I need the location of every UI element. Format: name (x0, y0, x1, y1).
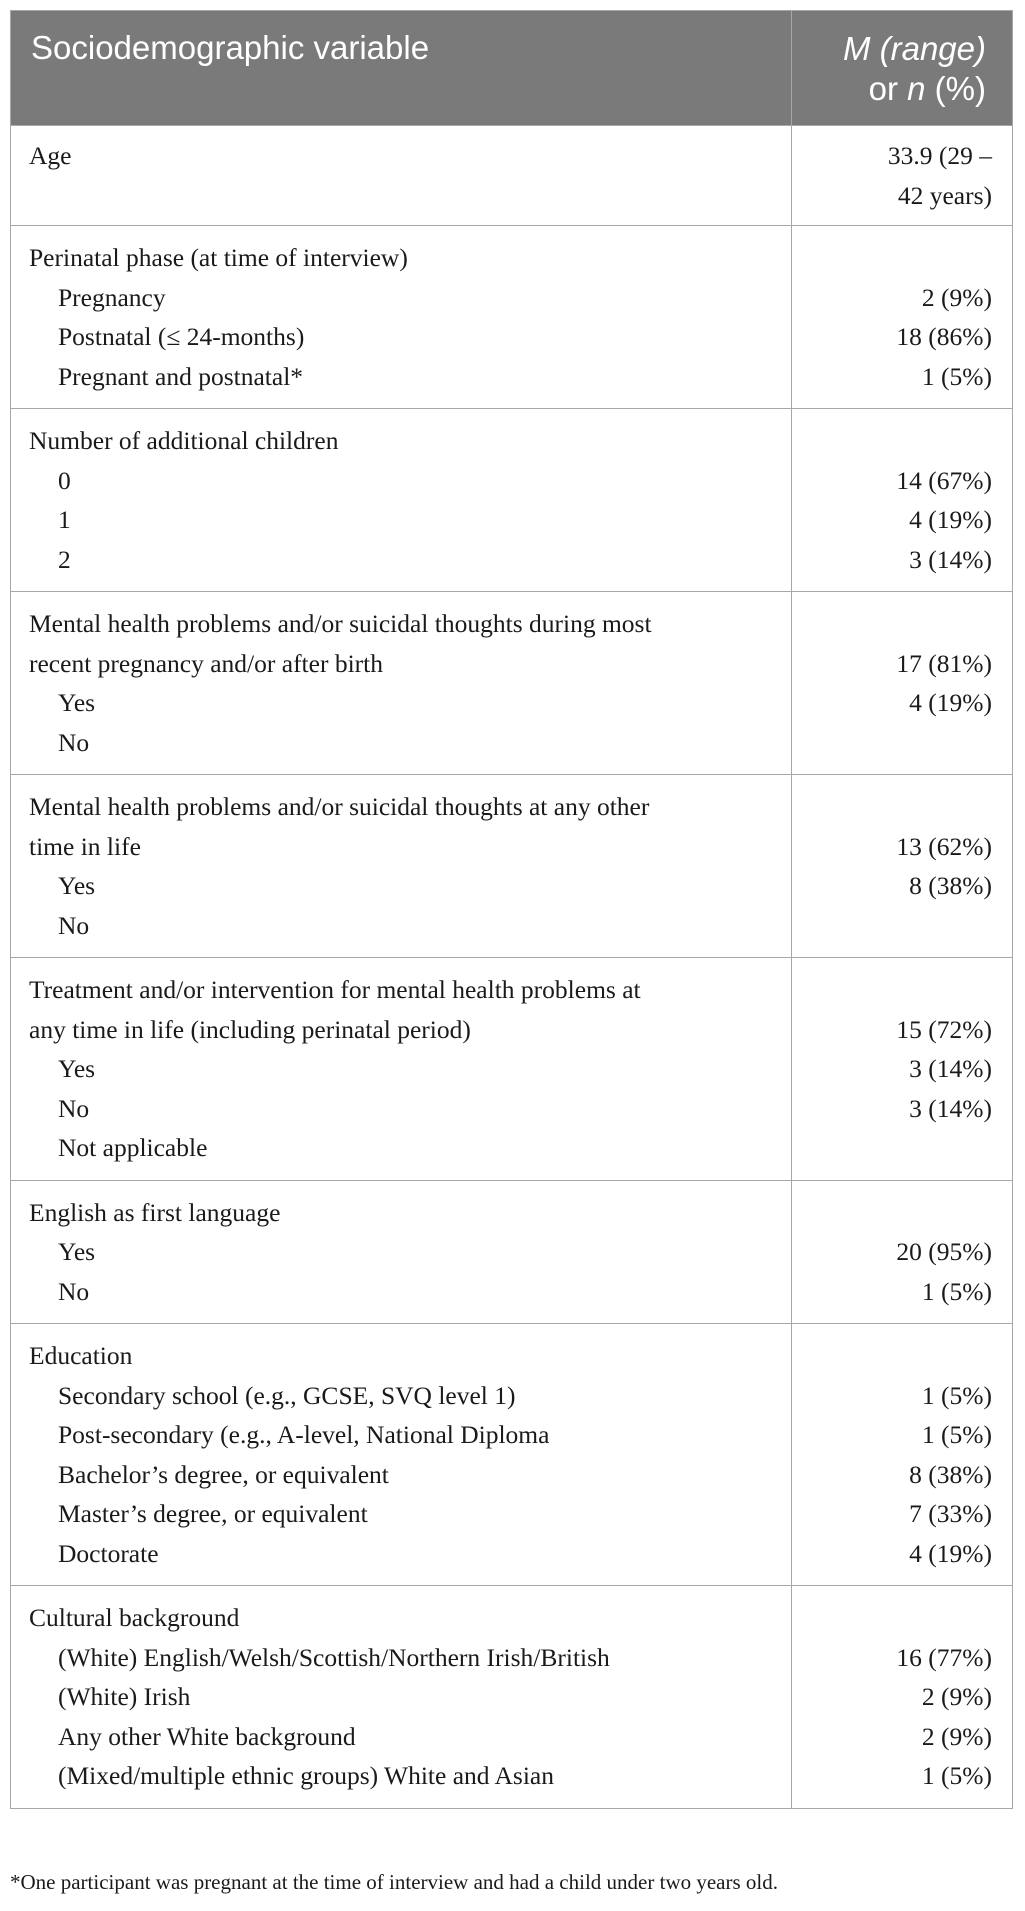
sociodemographic-table (10, 10, 1013, 1809)
variable-heading: Education (29, 1341, 133, 1370)
variable-category: Yes (58, 1237, 96, 1266)
variable-heading: Number of additional children (29, 426, 339, 455)
variable-heading: Treatment and/or intervention for mental health problems at (29, 975, 641, 1004)
table-header (11, 11, 1012, 126)
variable-value (792, 723, 992, 763)
variable-category: Post-secondary (e.g., A-level, National Diploma (58, 1420, 550, 1449)
variable-value: 4 (19%) (909, 688, 992, 717)
variable-value (792, 787, 992, 827)
variable-value: 1 (5%) (921, 361, 992, 391)
variable-category: Bachelor’s degree, or equivalent (58, 1459, 389, 1489)
variable-value: 17 (81%) (896, 648, 992, 678)
variable-category: Pregnant and postnatal* (58, 361, 304, 391)
header-variable-label: Sociodemographic variable (31, 29, 430, 66)
variable-value (792, 1336, 992, 1376)
variable-category: 1 (58, 505, 71, 534)
variable-value: 2 (9%) (921, 1721, 992, 1751)
row-label-cell (11, 126, 791, 225)
row-label-cell (11, 1324, 791, 1585)
table-row (11, 226, 1012, 409)
variable-value (792, 1128, 992, 1168)
variable-category: No (58, 1276, 90, 1306)
table-row (11, 775, 1012, 958)
header-value-pct: (%) (925, 70, 986, 107)
row-value-cell (791, 1181, 1012, 1324)
variable-heading: English as first language (29, 1197, 281, 1227)
variable-value: 8 (38%) (909, 1459, 992, 1489)
variable-value: 4 (19%) (909, 1538, 992, 1568)
variable-value (792, 970, 992, 1010)
variable-value: 7 (33%) (909, 1499, 992, 1528)
variable-heading: Mental health problems and/or suicidal thoughts at any other (29, 792, 650, 821)
row-label-cell (11, 592, 791, 774)
variable-value: 1 (5%) (921, 1761, 992, 1790)
table-row (11, 1181, 1012, 1325)
variable-category: 0 (58, 465, 71, 495)
variable-heading: recent pregnancy and/or after birth (29, 648, 383, 678)
variable-category: Yes (58, 871, 96, 900)
variable-value: 3 (14%) (909, 544, 992, 574)
row-value-cell (791, 775, 1012, 957)
table-row (11, 1586, 1012, 1808)
variable-value: 8 (38%) (909, 871, 992, 900)
variable-value: 1 (5%) (921, 1276, 992, 1306)
variable-value (792, 906, 992, 946)
row-label-cell (11, 1586, 791, 1808)
variable-value: 18 (86%) (896, 322, 992, 351)
row-value-cell (791, 409, 1012, 591)
row-value-cell (791, 958, 1012, 1180)
header-value-line1: M (range) (842, 30, 986, 67)
table-row (11, 1324, 1012, 1586)
table-body (11, 126, 1012, 1808)
variable-value: 42 years) (897, 180, 992, 210)
variable-category: Secondary school (e.g., GCSE, SVQ level 1) (58, 1380, 516, 1410)
variable-category: (Mixed/multiple ethnic groups) White and Asian (58, 1761, 554, 1790)
variable-value: 14 (67%) (896, 465, 992, 495)
variable-heading: Mental health problems and/or suicidal thoughts during most (29, 609, 652, 638)
row-label-cell (11, 1181, 791, 1324)
variable-value: 3 (14%) (909, 1054, 992, 1083)
variable-category: Doctorate (58, 1538, 159, 1568)
row-value-cell (791, 1586, 1012, 1808)
variable-category: No (58, 910, 90, 940)
variable-value (792, 421, 992, 461)
row-value-cell (791, 592, 1012, 774)
variable-category: Yes (58, 688, 96, 717)
header-value-or: or (868, 70, 908, 107)
variable-category: Pregnancy (58, 282, 166, 312)
row-label-cell (11, 775, 791, 957)
variable-category: No (58, 1093, 90, 1123)
row-label-cell (11, 409, 791, 591)
variable-category: Master’s degree, or equivalent (58, 1499, 368, 1528)
variable-category: (White) English/Welsh/Scottish/Northern Irish/British (58, 1642, 610, 1672)
variable-value: 2 (9%) (921, 1682, 992, 1711)
variable-heading: time in life (29, 831, 141, 861)
variable-value: 33.9 (29 – (887, 141, 992, 170)
variable-value: 1 (5%) (921, 1380, 992, 1410)
variable-heading: Perinatal phase (at time of interview) (29, 243, 408, 272)
variable-heading: Age (29, 141, 72, 170)
table-row (11, 126, 1012, 226)
variable-value: 15 (72%) (896, 1014, 992, 1044)
variable-category: Not applicable (58, 1133, 208, 1162)
table-footnote: *One participant was pregnant at the time of interview and had a child under two years old. (10, 1870, 778, 1894)
table-row (11, 409, 1012, 592)
variable-category: Yes (58, 1054, 96, 1083)
variable-value: 13 (62%) (896, 831, 992, 861)
table-row (11, 958, 1012, 1181)
row-value-cell (791, 126, 1012, 225)
variable-value: 20 (95%) (896, 1237, 992, 1266)
row-value-cell (791, 226, 1012, 408)
variable-value: 2 (9%) (921, 282, 992, 312)
variable-category: (White) Irish (58, 1682, 191, 1711)
variable-value (792, 1193, 992, 1233)
row-label-cell (11, 958, 791, 1180)
variable-category: 2 (58, 544, 71, 574)
row-value-cell (791, 1324, 1012, 1585)
variable-value: 1 (5%) (921, 1420, 992, 1449)
variable-category: Postnatal (≤ 24-months) (58, 322, 305, 351)
row-label-cell (11, 226, 791, 408)
variable-value: 16 (77%) (896, 1642, 992, 1672)
variable-category: Any other White background (58, 1721, 356, 1751)
variable-value (792, 604, 992, 644)
variable-value (792, 1598, 992, 1638)
variable-category: No (58, 727, 90, 757)
variable-value (792, 238, 992, 278)
header-value-n: n (907, 70, 926, 107)
variable-heading: any time in life (including perinatal period) (29, 1014, 471, 1044)
variable-value: 4 (19%) (909, 505, 992, 534)
variable-heading: Cultural background (29, 1603, 240, 1632)
table-row (11, 592, 1012, 775)
header-value-label (791, 11, 1012, 125)
variable-value: 3 (14%) (909, 1093, 992, 1123)
